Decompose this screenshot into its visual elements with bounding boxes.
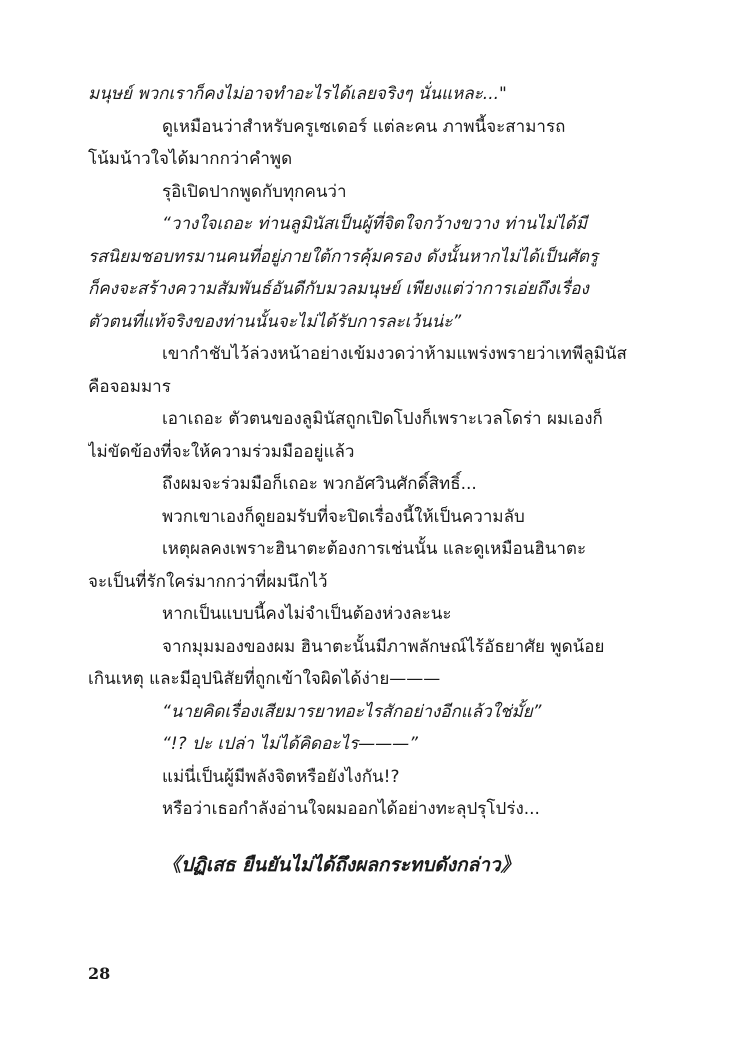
text-line: จะเป็นที่รักใคร่มากกว่าที่ผมนึกไว้ (88, 571, 328, 592)
text-line: เหตุผลคงเพราะฮินาตะต้องการเช่นนั้น และดูเหมือนฮินาตะ (162, 539, 587, 559)
page-number: 28 (88, 964, 111, 983)
text-line: มนุษย์ พวกเราก็คงไม่อาจทำอะไรได้เลยจริงๆ นั่นแหละ..." (88, 84, 507, 104)
text-line: หากเป็นแบบนี้คงไม่จำเป็นต้องห่วงละนะ (162, 604, 452, 624)
text-line: “วางใจเถอะ ท่านลูมินัสเป็นผู้ที่จิตใจกว้างขวาง ท่านไม่ได้มี (162, 214, 587, 234)
text-line: ถึงผมจะร่วมมือก็เถอะ พวกอัศวินศักดิ์สิทธิ์... (162, 474, 477, 494)
text-line: รุอิเปิดปากพูดกับทุกคนว่า (162, 181, 347, 202)
text-line: เกินเหตุ และมีอุปนิสัยที่ถูกเข้าใจผิดได้ง่าย——— (88, 669, 441, 689)
text-line: ไม่ขัดข้องที่จะให้ความร่วมมืออยู่แล้ว (88, 441, 355, 462)
text-line: เอาเถอะ ตัวตนของลูมินัสถูกเปิดโปงก็เพราะเวลโดร่า ผมเองก็ (162, 409, 603, 429)
dialogue-line: “!? ปะ เปล่า ไม่ได้คิดอะไร———” (162, 734, 418, 754)
text-line: พวกเขาเองก็ดูยอมรับที่จะปิดเรื่องนี้ให้เป็นความลับ (162, 506, 525, 527)
page-body (88, 78, 650, 882)
text-line: ดูเหมือนว่าสำหรับครูเซเดอร์ แต่ละคน ภาพนี้จะสามารถ (162, 116, 566, 137)
section-spacer (88, 826, 650, 848)
text-line: รสนิยมชอบทรมานคนที่อยู่ภายใต้การคุ้มครอง ดังนั้นหากไม่ได้เป็นศัตรู (88, 246, 599, 267)
text-line: จากมุมมองของผม ฮินาตะนั้นมีภาพลักษณ์ไร้อัธยาศัย พูดน้อย (162, 636, 605, 657)
text-line: ก็คงจะสร้างความสัมพันธ์อันดีกับมวลมนุษย์ เพียงแต่ว่าการเอ่ยถึงเรื่อง (88, 279, 589, 299)
text-line: แม่นี่เป็นผู้มีพลังจิตหรือยังไงกัน!? (162, 766, 400, 787)
text-line: ตัวตนที่แท้จริงของท่านนั้นจะไม่ได้รับการละเว้นน่ะ” (88, 311, 462, 332)
dialogue-line: “นายคิดเรื่องเสียมารยาทอะไรสักอย่างอีกแล้วใช่มั้ย” (162, 701, 542, 722)
text-line: โน้มน้าวใจได้มากกว่าคำพูด (88, 149, 293, 169)
text-line: คือจอมมาร (88, 376, 171, 397)
rejection-notice: 《ปฏิเสธ ยืนยันไม่ได้ถึงผลกระทบดังกล่าว》 (162, 853, 520, 876)
text-line: เขากำชับไว้ล่วงหน้าอย่างเข้มงวดว่าห้ามแพร่งพรายว่าเทพีลูมินัส (162, 344, 627, 364)
text-line: หรือว่าเธอกำลังอ่านใจผมออกได้อย่างทะลุปรุโปร่ง... (162, 799, 540, 819)
